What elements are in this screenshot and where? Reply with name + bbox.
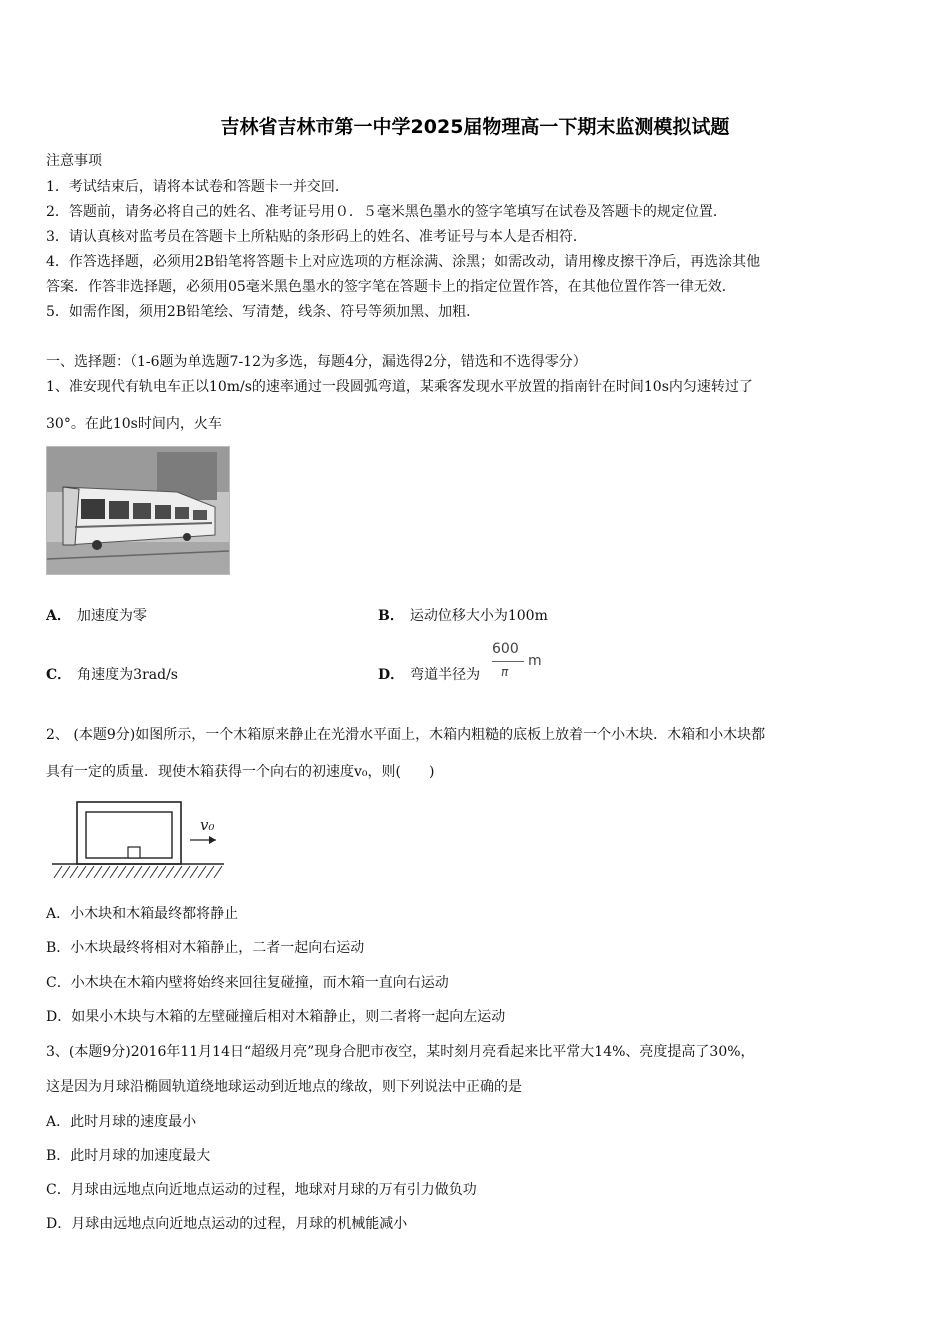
- q2-option-c[interactable]: C．小木块在木箱内壁将始终来回往复碰撞，而木箱一直向右运动: [46, 975, 449, 991]
- notice-item: 答案．作答非选择题，必须用05毫米黑色墨水的签字笔在答题卡上的指定位置作答，在其他位置作答一律无效．: [46, 279, 736, 295]
- q3-option-a[interactable]: A．此时月球的速度最小: [46, 1114, 197, 1130]
- box-on-ground-diagram: [48, 798, 228, 884]
- page-title: 吉林省吉林市第一中学2025届物理高一下期末监测模拟试题: [220, 116, 730, 138]
- notice-heading: 注意事项: [46, 153, 102, 169]
- q1-stem-line1: 1、准安现代有轨电车正以10m/s的速率通过一段圆弧弯道，某乘客发现水平放置的指南针在时间10s内匀速转过了: [46, 379, 753, 395]
- notice-item: 1．考试结束后，请将本试卷和答题卡一并交回．: [46, 179, 349, 195]
- q1-option-a[interactable]: [46, 607, 147, 625]
- q3-stem-line2: 这是因为月球沿椭圆轨道绕地球运动到近地点的缘故，则下列说法中正确的是: [46, 1079, 522, 1095]
- fraction-numerator: 600: [492, 641, 519, 657]
- fraction-unit: m: [528, 653, 542, 669]
- q3-option-c[interactable]: C．月球由远地点向近地点运动的过程，地球对月球的万有引力做负功: [46, 1182, 477, 1198]
- option-text: 弯道半径为: [410, 667, 481, 683]
- velocity-label: v₀: [200, 816, 215, 834]
- tram-photo: [46, 446, 230, 575]
- notice-item: 2．答题前，请务必将自己的姓名、准考证号用０．５毫米黑色墨水的签字笔填写在试卷及答题卡的规定位置．: [46, 204, 727, 220]
- fraction-bar: [492, 661, 524, 662]
- tram-illustration: [47, 447, 229, 574]
- option-letter: A．: [46, 608, 71, 624]
- q3-option-d[interactable]: D．月球由远地点向近地点运动的过程，月球的机械能减小: [46, 1216, 408, 1232]
- option-letter: D．: [378, 667, 405, 683]
- q2-stem-line1: 2、 (本题9分)如图所示，一个木箱原来静止在光滑水平面上，木箱内粗糙的底板上放着一个小木块．木箱和小木块都: [46, 727, 766, 743]
- option-text: 加速度为零: [76, 608, 147, 624]
- option-text: 角速度为3rad/s: [77, 667, 178, 683]
- q2-option-b[interactable]: B．小木块最终将相对木箱静止，二者一起向右运动: [46, 940, 365, 956]
- section-heading: 一、选择题：（1-6题为单选题7-12为多选，每题4分，漏选得2分，错选和不选得零分）: [46, 354, 587, 370]
- q1-option-b[interactable]: [378, 607, 548, 625]
- q2-option-d[interactable]: D．如果小木块与木箱的左壁碰撞后相对木箱静止，则二者将一起向左运动: [46, 1009, 506, 1025]
- q2-stem-line2: 具有一定的质量．现使木箱获得一个向右的初速度v₀，则( ): [46, 764, 435, 780]
- q3-stem-line1: 3、(本题9分)2016年11月14日“超级月亮”现身合肥市夜空，某时刻月亮看起来比平常大14%、亮度提高了30%，: [46, 1044, 755, 1060]
- q3-option-b[interactable]: B．此时月球的加速度最大: [46, 1148, 211, 1164]
- q1-option-c[interactable]: [46, 666, 178, 684]
- fraction-denominator: π: [501, 665, 509, 679]
- q1-option-d[interactable]: [378, 666, 480, 684]
- notice-item: 3．请认真核对监考员在答题卡上所粘贴的条形码上的姓名、准考证号与本人是否相符．: [46, 229, 587, 245]
- option-letter: C．: [46, 667, 72, 683]
- option-text: 运动位移大小为100m: [409, 608, 548, 624]
- q1-stem-line2: 30°。在此10s时间内，火车: [46, 416, 222, 432]
- notice-item: 5．如需作图，须用2B铅笔绘、写清楚，线条、符号等须加黑、加粗．: [46, 304, 481, 320]
- notice-item: 4．作答选择题，必须用2B铅笔将答题卡上对应选项的方框涂满、涂黑；如需改动，请用橡皮擦干净后，再选涂其他: [46, 254, 761, 270]
- q2-option-a[interactable]: A．小木块和木箱最终都将静止: [46, 906, 239, 922]
- option-letter: B．: [378, 608, 404, 624]
